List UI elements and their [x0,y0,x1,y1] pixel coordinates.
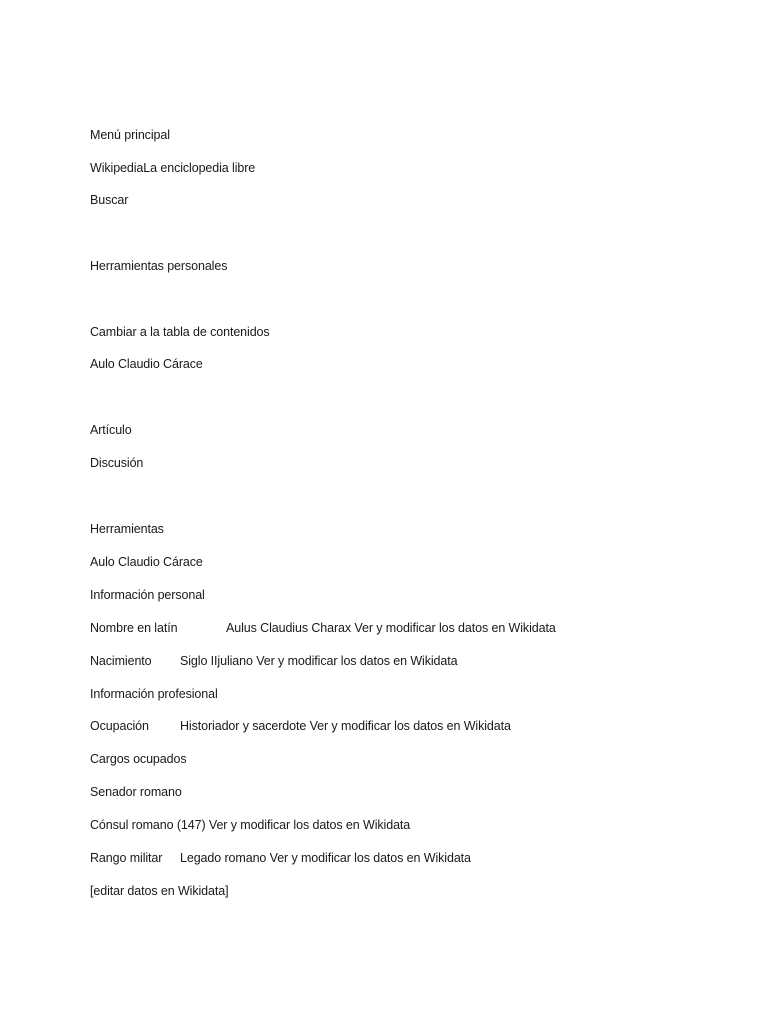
infobox-title: Aulo Claudio Cárace [90,555,203,569]
page-title: Aulo Claudio Cárace [90,357,203,371]
infobox-section-personal: Información personal [90,588,205,602]
tab-article[interactable]: Artículo [90,423,132,437]
military-rank-value[interactable]: Legado romano Ver y modificar los datos en Wikidata [180,851,471,865]
latin-name-value[interactable]: Aulus Claudius Charax Ver y modificar los datos en Wikidata [226,621,556,635]
document-page [90,0,730,1024]
toc-toggle-button[interactable]: Cambiar a la tabla de contenidos [90,325,270,339]
tools-button[interactable]: Herramientas [90,522,164,536]
infobox-position-consul[interactable]: Cónsul romano (147) Ver y modificar los datos en Wikidata [90,818,411,832]
edit-wikidata-link[interactable]: [editar datos en Wikidata] [90,884,229,898]
occupation-value[interactable]: Historiador y sacerdote Ver y modificar los datos en Wikidata [180,719,511,733]
personal-tools-button[interactable]: Herramientas personales [90,259,228,273]
birth-label: Nacimiento [90,654,152,668]
occupation-label: Ocupación [90,719,149,733]
military-rank-label: Rango militar [90,851,163,865]
latin-name-label: Nombre en latín [90,621,178,635]
infobox-row-occupation [90,718,511,734]
infobox-row-latin-name [90,620,556,636]
wikipedia-logo-link[interactable]: WikipediaLa enciclopedia libre [90,161,256,175]
tab-discussion[interactable]: Discusión [90,456,144,470]
search-link[interactable]: Buscar [90,193,129,207]
main-menu-button[interactable]: Menú principal [90,128,170,142]
infobox-position-senator[interactable]: Senador romano [90,785,182,799]
infobox-row-military-rank [90,850,471,866]
infobox-section-professional: Información profesional [90,687,218,701]
infobox-row-birth [90,653,458,669]
infobox-positions-label: Cargos ocupados [90,752,187,766]
birth-value[interactable]: Siglo IIjuliano Ver y modificar los datos en Wikidata [180,654,458,668]
